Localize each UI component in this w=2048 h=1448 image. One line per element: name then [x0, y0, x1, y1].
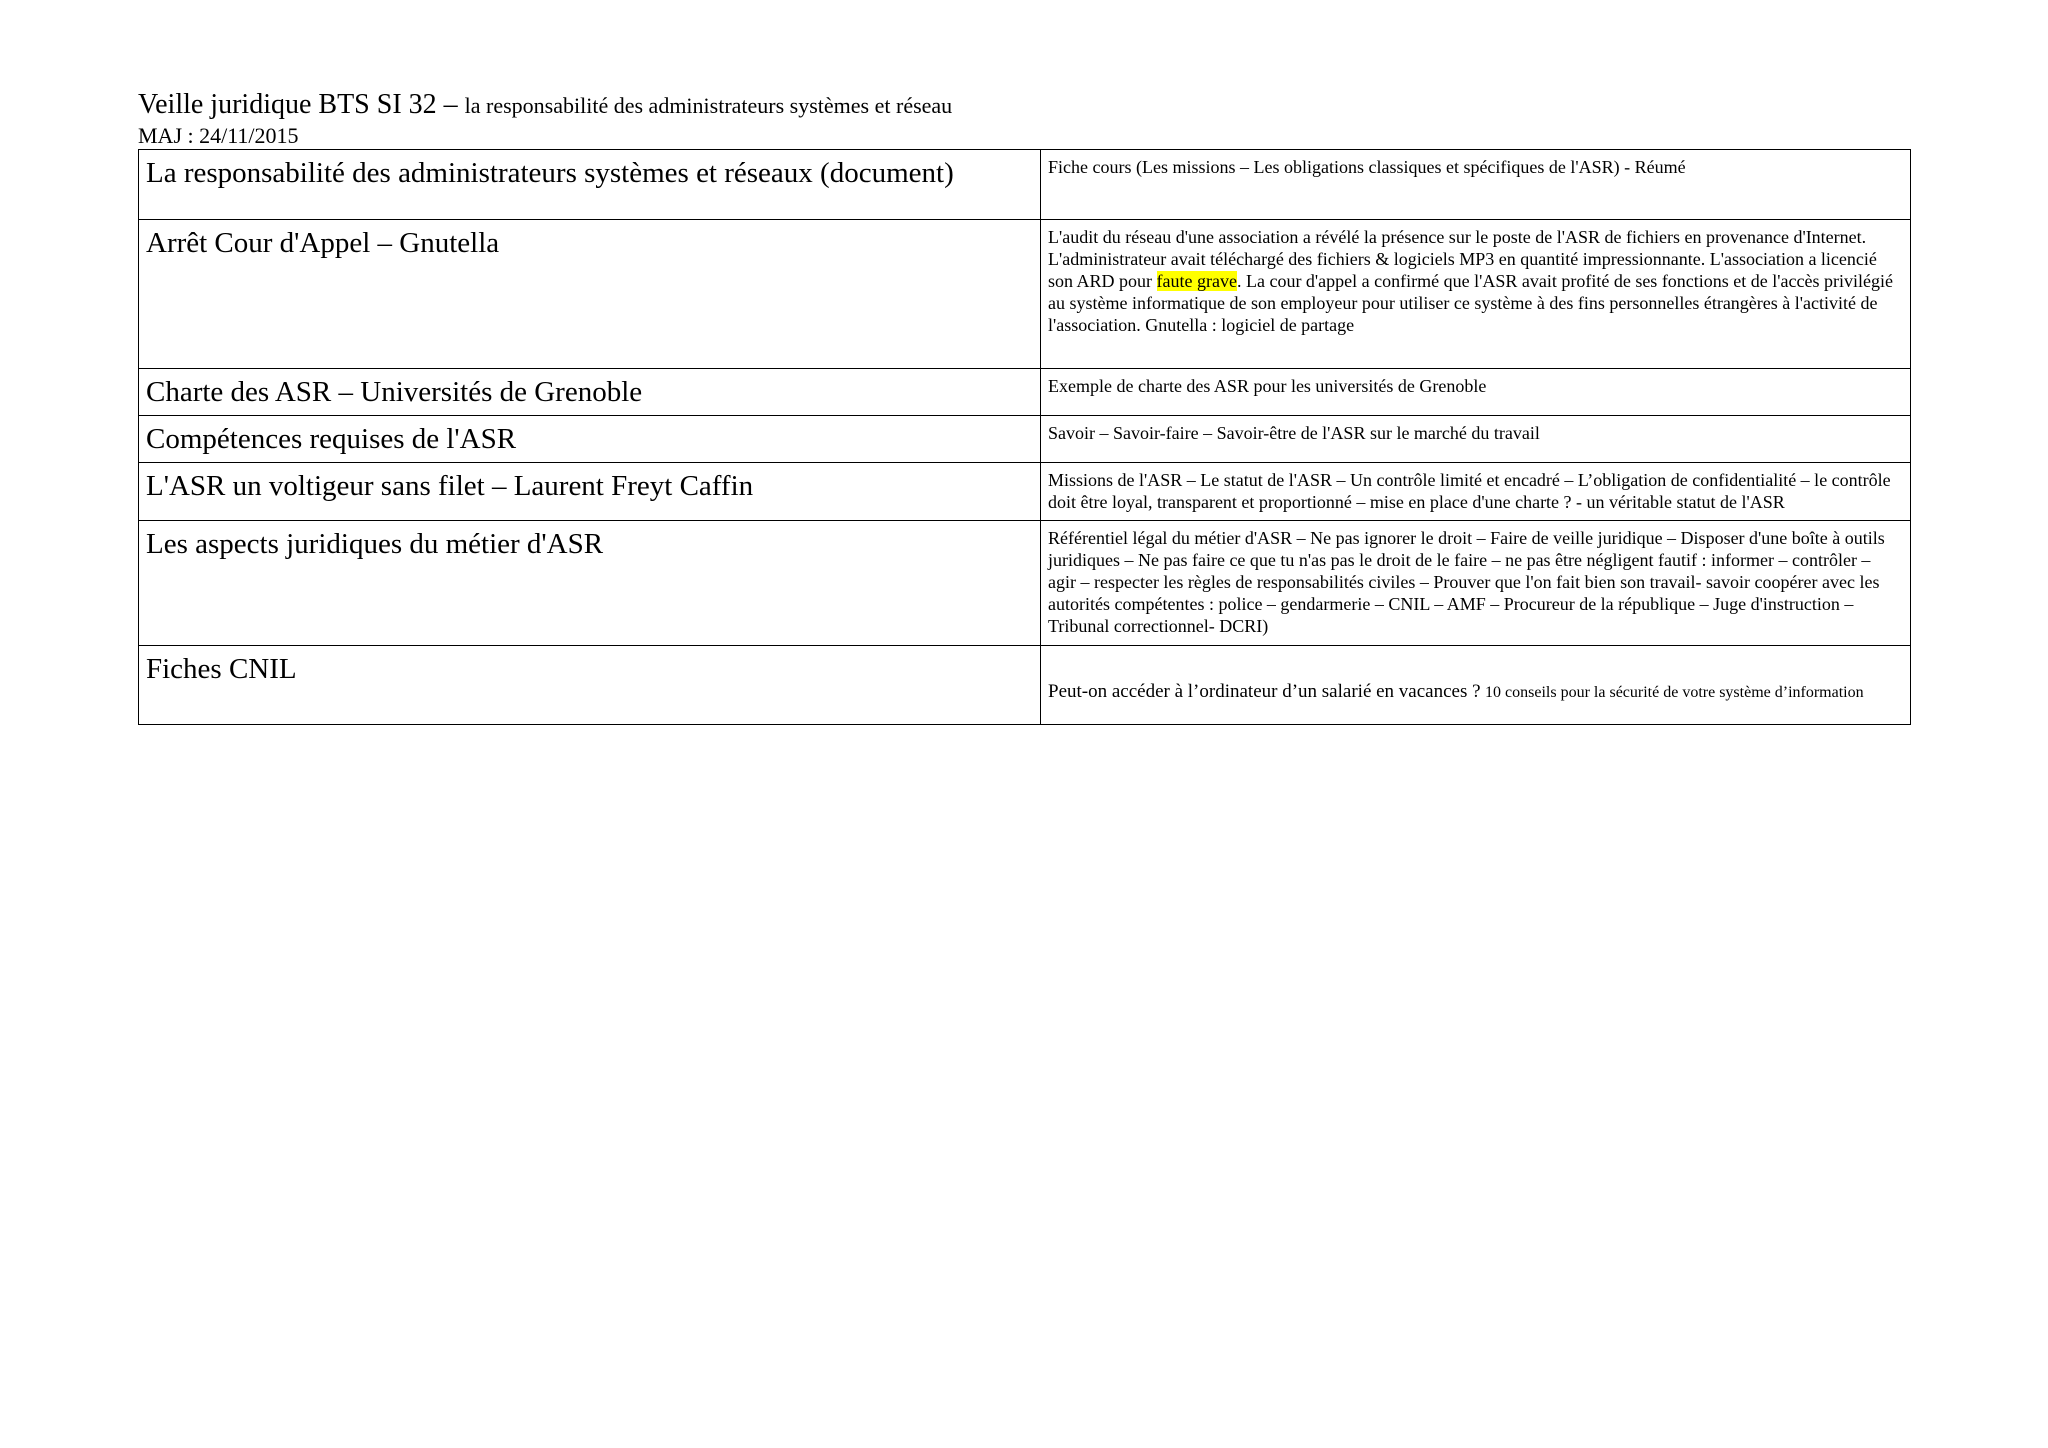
- resource-description-cell: [1041, 220, 1911, 369]
- table-row: [139, 369, 1911, 416]
- document-title: [138, 88, 1938, 123]
- table-row: [139, 416, 1911, 463]
- resource-title-cell: [139, 220, 1041, 369]
- resource-description-cell: [1041, 369, 1911, 416]
- resource-description-cell: [1041, 646, 1911, 725]
- resource-title-cell: [139, 646, 1041, 725]
- resource-description-link[interactable]: Missions de l'ASR – Le statut de l'ASR – Un contrôle limité et encadré – L’obligation de confidentialité – le contrôle doit être loyal, transparent et proportionné – mise en place d'une charte ? - un véritable statut de l'ASR: [1048, 470, 1891, 512]
- resource-description-link[interactable]: Exemple de charte des ASR pour les universités de Grenoble: [1048, 376, 1487, 396]
- table-row: [139, 646, 1911, 725]
- resource-title-link[interactable]: Arrêt Cour d'Appel – Gnutella: [146, 227, 500, 259]
- description-text: . La cour d'appel a confirmé que l'ASR avait profité de ses fonctions et de l'accès privilégié au système informatique de son employeur pour utiliser ce système à des fins personnelles étrangères à l'activité de l'association. Gnutella : logiciel de partage: [1048, 271, 1893, 335]
- resource-description-link[interactable]: Savoir – Savoir-faire – Savoir-être de l'ASR sur le marché du travail: [1048, 423, 1540, 443]
- resource-description-cell: [1041, 150, 1911, 220]
- title-subtitle: la responsabilité des administrateurs systèmes et réseau: [464, 93, 953, 118]
- resource-description-cell: [1041, 521, 1911, 646]
- cnil-link-security-tips[interactable]: 10 conseils pour la sécurité de votre système d’information: [1485, 684, 1864, 701]
- resource-title-link[interactable]: L'ASR un voltigeur sans filet – Laurent Freyt Caffin: [146, 470, 754, 502]
- resource-description-link[interactable]: Référentiel légal du métier d'ASR – Ne pas ignorer le droit – Faire de veille juridique – Disposer d'une boîte à outils juridiques – Ne pas faire ce que tu n'as pas le droit de le faire – ne pas être négligent fautif : informer – contrôler – agir – respecter les règles de responsabilités civiles – Prouver que l'on fait bien son travail- savoir coopérer avec les autorités compétentes : police – gendarmerie – CNIL – AMF – Procureur de la république – Juge d'instruction – Tribunal correctionnel- DCRI): [1048, 528, 1885, 636]
- resource-description-link[interactable]: Fiche cours (Les missions – Les obligations classiques et spécifiques de l'ASR) - Réumé: [1048, 157, 1686, 177]
- resource-title-cell: [139, 150, 1041, 220]
- description-text: L'audit du réseau d'une association a révélé la présence sur le poste de l'ASR de fichiers en provenance d'Internet. L'administrateur avait téléchargé des fichiers & logiciels MP3 en quantité impressionnante. L'association a licencié son ARD pour: [1048, 227, 1877, 291]
- resource-description-cell: [1041, 416, 1911, 463]
- document-header: [138, 88, 1938, 149]
- resource-title-link[interactable]: Compétences requises de l'ASR: [146, 423, 517, 455]
- resource-title-cell: [139, 416, 1041, 463]
- cnil-links: [1048, 652, 1902, 704]
- table-row: [139, 521, 1911, 646]
- resource-description-cell: [1041, 463, 1911, 521]
- resource-title-link[interactable]: Fiches CNIL: [146, 653, 297, 685]
- table-row: [139, 463, 1911, 521]
- cnil-link-vacation[interactable]: Peut-on accéder à l’ordinateur d’un salarié en vacances ?: [1048, 681, 1481, 702]
- resource-title-link[interactable]: Les aspects juridiques du métier d'ASR: [146, 528, 604, 560]
- resource-title-cell: [139, 463, 1041, 521]
- resource-title-link[interactable]: La responsabilité des administrateurs systèmes et réseaux (document): [146, 157, 954, 189]
- table-row: [139, 220, 1911, 369]
- resource-title-link[interactable]: Charte des ASR – Universités de Grenoble: [146, 376, 643, 408]
- veille-table: [138, 149, 1911, 725]
- update-date: MAJ : 24/11/2015: [138, 123, 299, 148]
- highlighted-text: faute grave: [1156, 271, 1237, 291]
- resource-title-cell: [139, 521, 1041, 646]
- resource-title-cell: [139, 369, 1041, 416]
- title-main: Veille juridique BTS SI 32 –: [138, 89, 465, 120]
- table-row: [139, 150, 1911, 220]
